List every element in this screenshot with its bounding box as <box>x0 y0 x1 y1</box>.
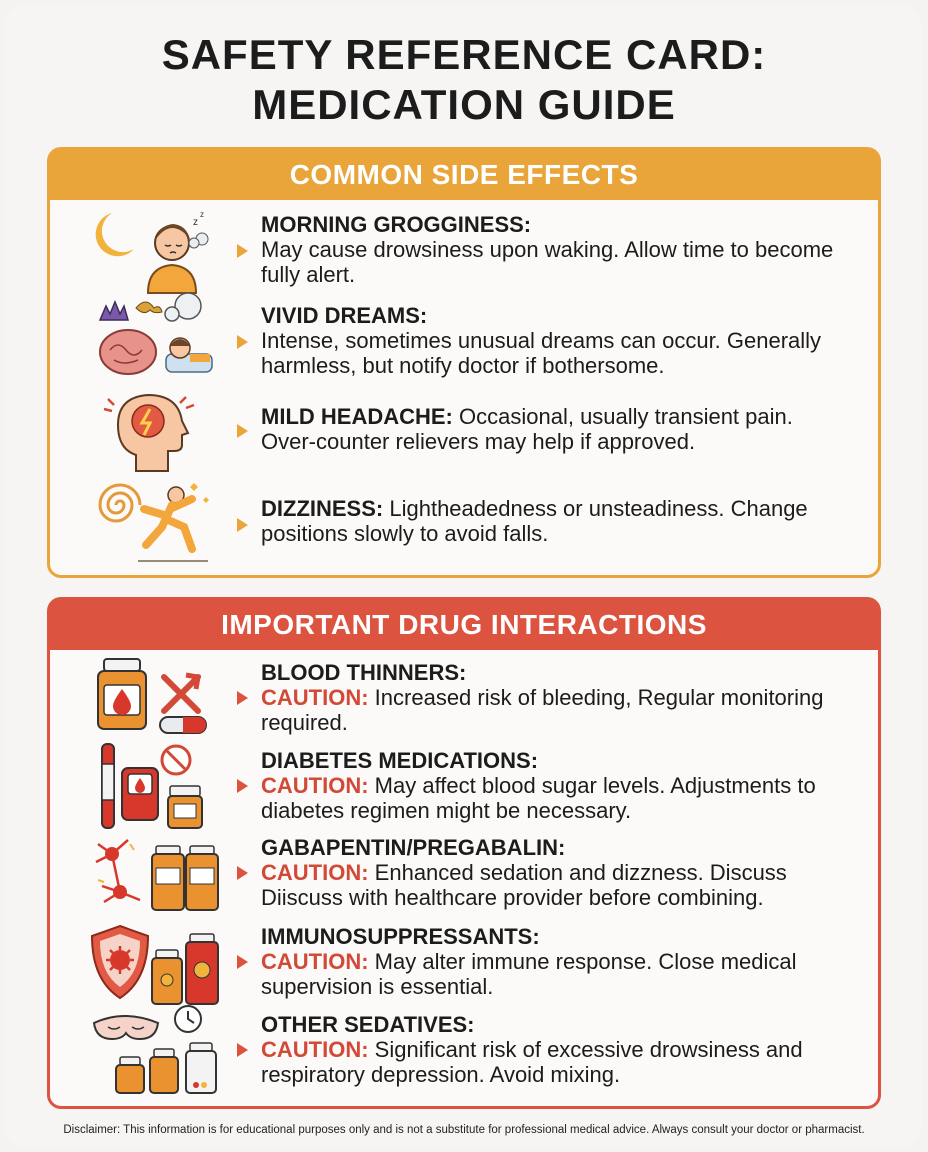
drug-interactions-heading: IMPORTANT DRUG INTERACTIONS <box>50 600 878 650</box>
bullet-arrow-icon <box>237 866 248 880</box>
bullet-arrow-icon <box>237 955 248 969</box>
side-effect-item <box>50 290 878 385</box>
caution-label: CAUTION: <box>261 773 369 798</box>
disclaimer-text: Disclaimer: This information is for educational purposes only and is not a substitute for professional medical advice. Always consult your doctor or pharmacist. <box>63 1124 865 1136</box>
interaction-title: GABAPENTIN/PREGABALIN: <box>261 835 566 860</box>
drug-interactions-panel <box>47 597 881 1109</box>
interaction-title: OTHER SEDATIVES: <box>261 1012 475 1037</box>
side-effect-description: Lightheadedness or unsteadiness. Change positions slowly to avoid falls. <box>261 496 808 546</box>
interaction-description: Significant risk of excessive drowsiness and respiratory depression. Avoid mixing. <box>261 1037 803 1087</box>
title-line-2: MEDICATION GUIDE <box>252 81 676 128</box>
moon-sleepy-face-icon <box>90 205 220 295</box>
side-effects-panel <box>47 147 881 578</box>
side-effect-description: Occasional, usually transient pain. Over-counter relievers may help if approved. <box>261 404 793 454</box>
title-line-1: SAFETY REFERENCE CARD: <box>161 31 767 78</box>
bullet-arrow-icon <box>237 244 248 258</box>
insulin-pen-glucometer-icon <box>90 742 220 832</box>
interaction-description: May alter immune response. Close medical supervision is essential. <box>261 949 797 999</box>
interaction-item <box>50 742 878 832</box>
interaction-title: IMMUNOSUPPRESSANTS: <box>261 924 540 949</box>
caution-label: CAUTION: <box>261 1037 369 1062</box>
sleep-mask-clock-bottles-icon <box>90 1005 220 1095</box>
interaction-item <box>50 657 878 742</box>
interaction-title: DIABETES MEDICATIONS: <box>261 748 539 773</box>
caution-label: CAUTION: <box>261 685 369 710</box>
caution-label: CAUTION: <box>261 949 369 974</box>
interaction-item <box>50 832 878 917</box>
side-effect-description: Intense, sometimes unusual dreams can occur. Generally harmless, but notify doctor if bothersome. <box>261 328 822 378</box>
side-effect-item <box>50 205 878 297</box>
side-effect-title: DIZZINESS: <box>261 496 384 521</box>
interaction-item <box>50 922 878 1007</box>
interaction-description: Enhanced sedation and dizzness. Discuss Diiscuss with healthcare provider before combining. <box>261 860 787 910</box>
neurons-pill-bottles-icon <box>90 832 220 922</box>
side-effect-title: MORNING GROGGINESS: <box>261 212 532 237</box>
side-effects-heading: COMMON SIDE EFFECTS <box>50 150 878 200</box>
side-effect-description: May cause drowsiness upon waking. Allow time to become fully alert. <box>261 237 834 287</box>
side-effect-item <box>50 475 878 570</box>
svg-text:z: z <box>200 210 204 219</box>
side-effect-title: VIVID DREAMS: <box>261 303 428 328</box>
bullet-arrow-icon <box>237 691 248 705</box>
interaction-item <box>50 1005 878 1100</box>
shield-virus-bottles-icon <box>90 922 220 1012</box>
bullet-arrow-icon <box>237 1043 248 1057</box>
bullet-arrow-icon <box>237 424 248 438</box>
brain-dream-castle-icon <box>90 290 220 380</box>
caution-label: CAUTION: <box>261 860 369 885</box>
interaction-description: Increased risk of bleeding, Regular monitoring required. <box>261 685 824 735</box>
bullet-arrow-icon <box>237 779 248 793</box>
interaction-description: May affect blood sugar levels. Adjustments to diabetes regimen might be necessary. <box>261 773 816 823</box>
bullet-arrow-icon <box>237 518 248 532</box>
pill-bottle-blood-drop-icon <box>90 657 220 747</box>
page-title <box>0 30 928 130</box>
side-effect-title: MILD HEADACHE: <box>261 404 453 429</box>
svg-text:z: z <box>193 217 198 228</box>
head-lightning-icon <box>90 385 220 475</box>
interaction-title: BLOOD THINNERS: <box>261 660 467 685</box>
bullet-arrow-icon <box>237 335 248 349</box>
spiral-falling-person-icon <box>90 475 220 565</box>
side-effect-item <box>50 385 878 475</box>
